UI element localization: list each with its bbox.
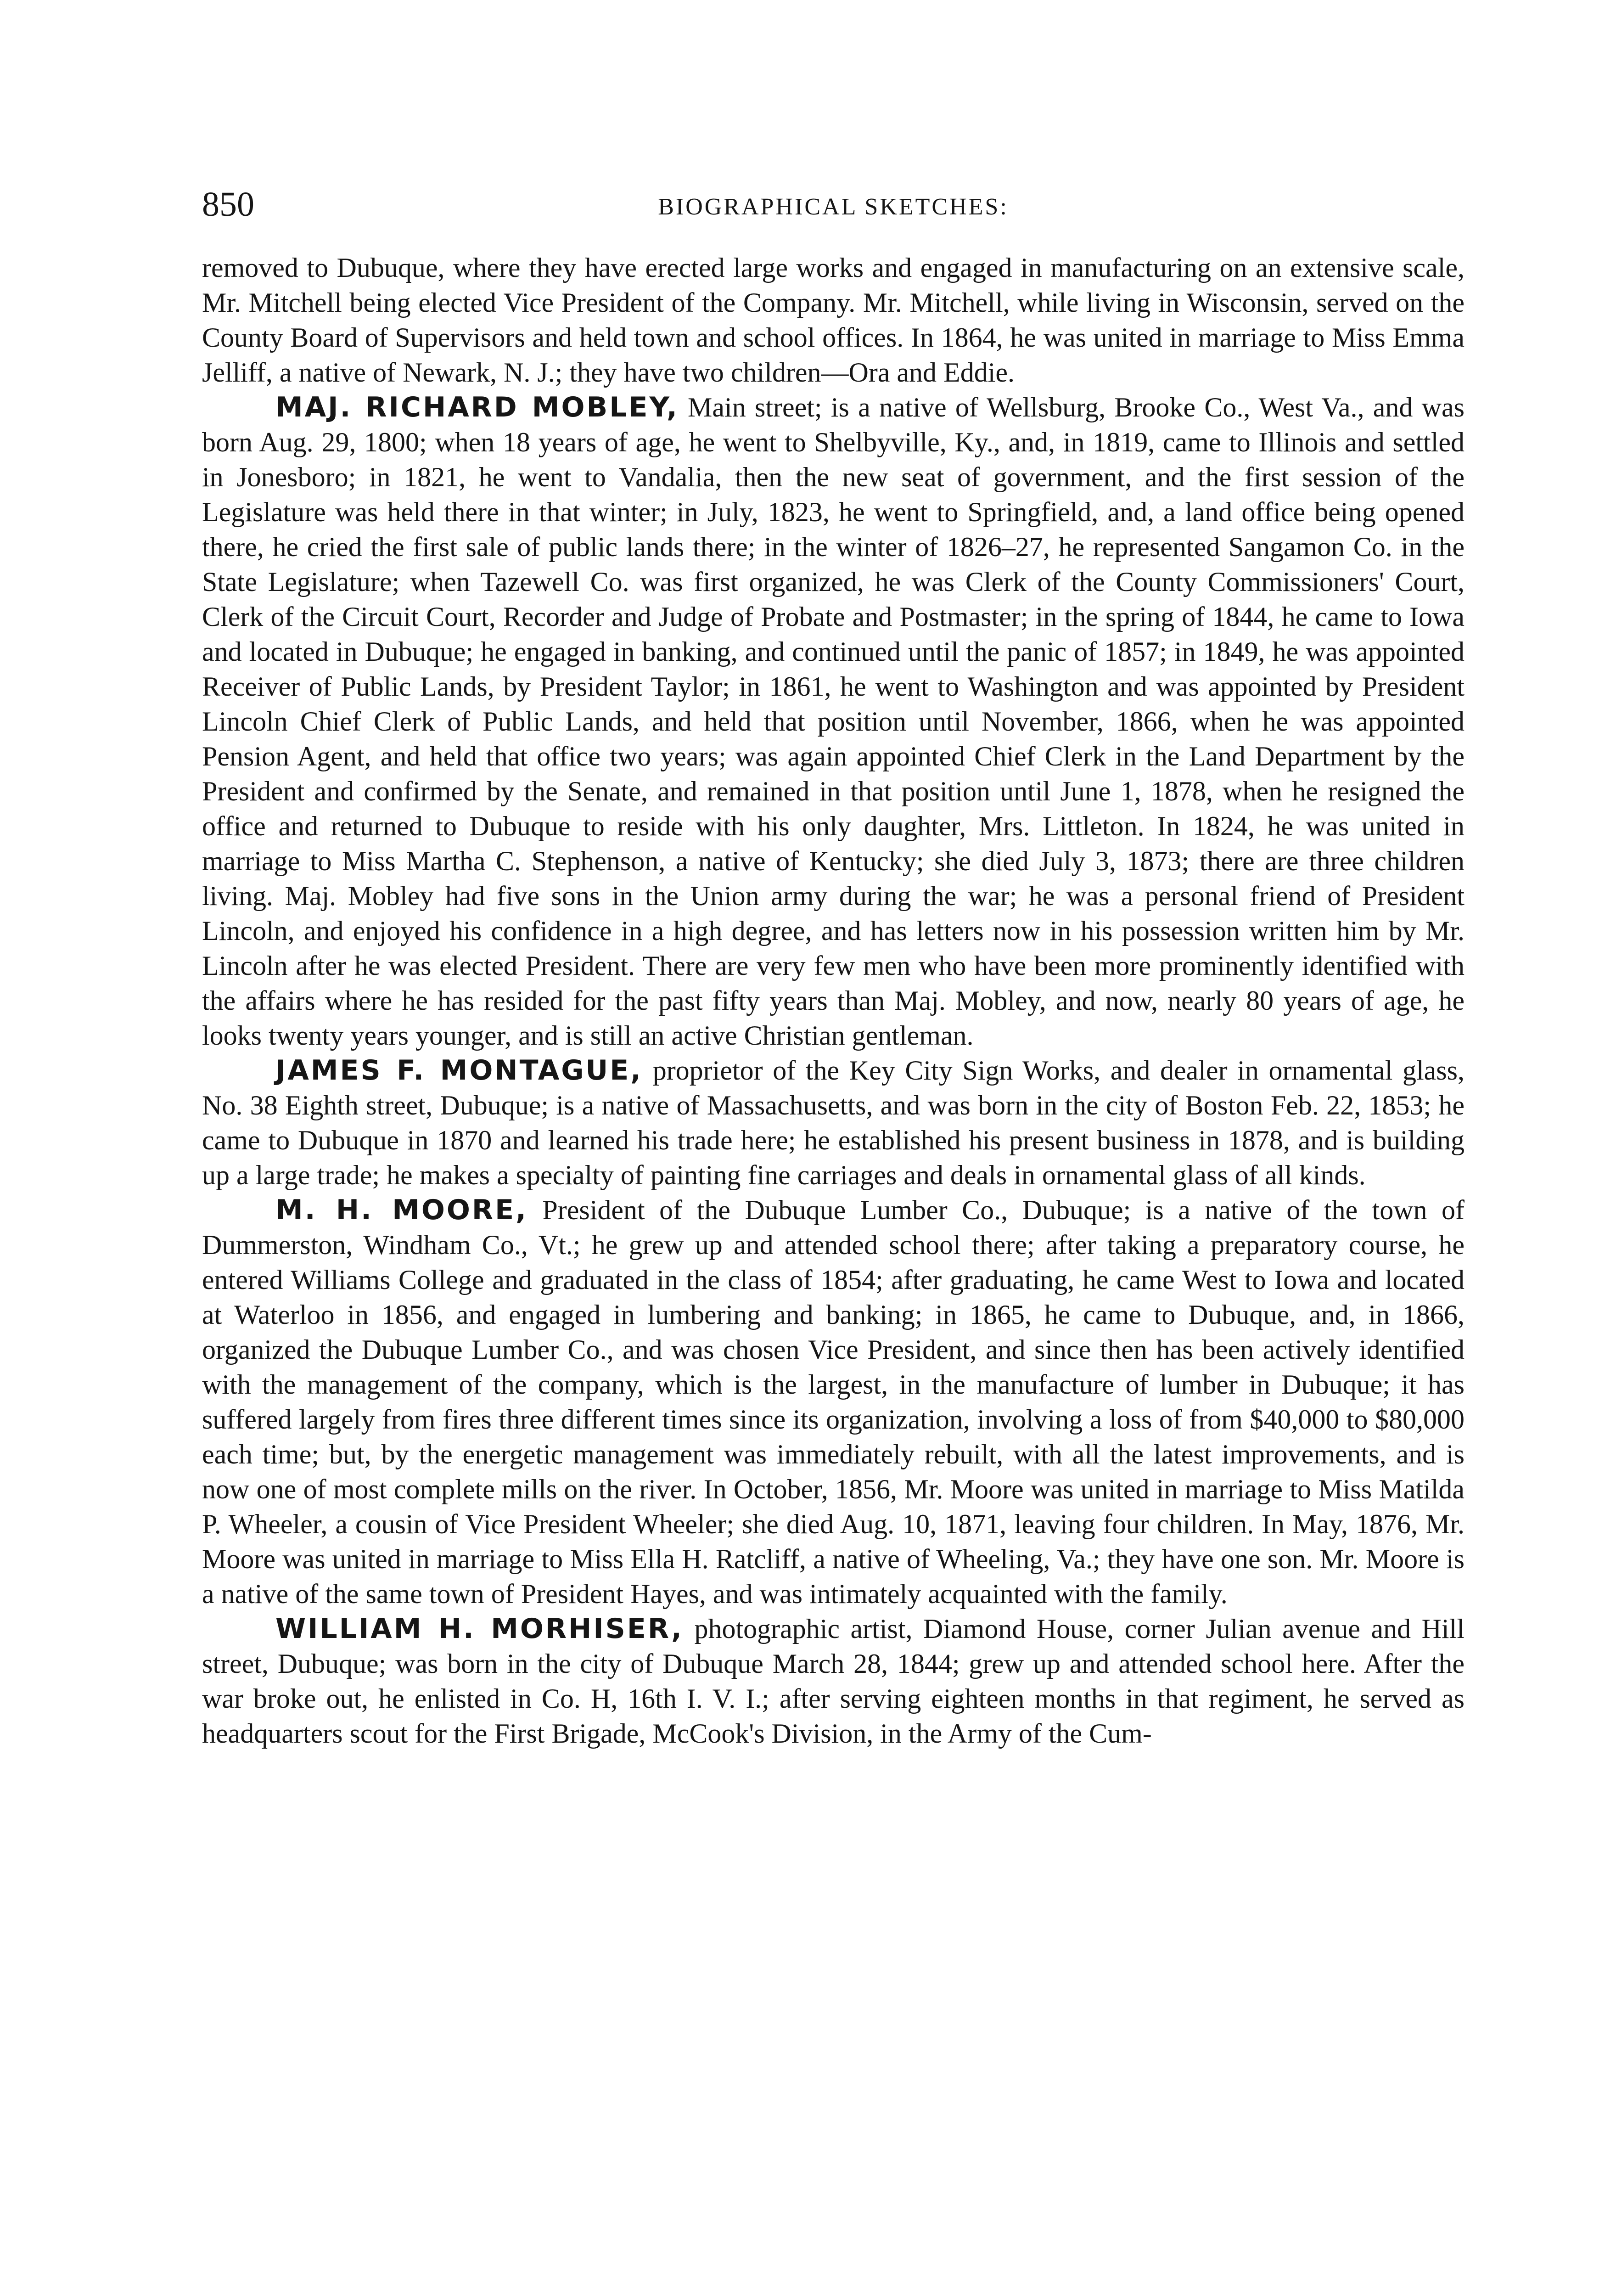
- paragraph-text: removed to Dubuque, where they have erected large works and engaged in manufacturing on an extensive scale, Mr. Mitchell being elected Vice President of the Company. Mr. Mitchell, while living in Wisconsin, served on the County Board of Supervisors and held town and school offices. In 1864, he was united in marriage to Miss Emma Jelliff, a native of Newark, N. J.; they have two children—Ora and Eddie.: [202, 253, 1464, 388]
- entry-name: WILLIAM H. MORHISER,: [275, 1613, 684, 1645]
- entry-name: M. H. MOORE,: [275, 1194, 528, 1226]
- paragraph-continuation: [202, 250, 1464, 390]
- entry-text: proprietor of the Key City Sign Works, and dealer in ornamental glass, No. 38 Eighth street, Dubuque; is a native of Massachusetts, and was born in the city of Boston Feb. 22, 1853; he came to Dubuque in 1870 and learned his trade here; he established his present business in 1878, and is building up a large trade; he makes a specialty of painting fine carriages and deals in ornamental glass of all kinds.: [202, 1055, 1464, 1190]
- entry-text: photographic artist, Diamond House, corner Julian avenue and Hill street, Dubuque; was born in the city of Dubuque March 28, 1844; grew up and attended school here. After the war broke out, he enlisted in Co. H, 16th I. V. I.; after serving eighteen months in that regiment, he served as headquarters scout for the First Brigade, McCook's Division, in the Army of the Cum-: [202, 1614, 1465, 1749]
- page-header: [202, 184, 1464, 225]
- entry-richard-mobley: [202, 390, 1464, 1053]
- entry-james-montague: [202, 1053, 1464, 1193]
- entry-text: President of the Dubuque Lumber Co., Dubuque; is a native of the town of Dummerston, Windham Co., Vt.; he grew up and attended school there; after taking a preparatory course, he entered Williams College and graduated in the class of 1854; after graduating, he came West to Iowa and located at Waterloo in 1856, and engaged in lumbering and banking; in 1865, he came to Dubuque, and, in 1866, organized the Dubuque Lumber Co., and was chosen Vice President, and since then has been actively identified with the management of the company, which is the largest, in the manufacture of lumber in Dubuque; it has suffered largely from fires three different times since its organization, involving a loss of from $40,000 to $80,000 each time; but, by the energetic management was immediately rebuilt, with all the latest improvements, and is now one of most complete mills on the river. In October, 1856, Mr. Moore was united in marriage to Miss Matilda P. Wheeler, a cousin of Vice President Wheeler; she died Aug. 10, 1871, leaving four children. In May, 1876, Mr. Moore was united in marriage to Miss Ella H. Ratcliff, a native of Wheeling, Va.; they have one son. Mr. Moore is a native of the same town of President Hayes, and was intimately acquainted with the family.: [202, 1195, 1464, 1609]
- running-head: BIOGRAPHICAL SKETCHES:: [658, 194, 1009, 220]
- entry-text: Main street; is a native of Wellsburg, Brooke Co., West Va., and was born Aug. 29, 1800; when 18 years of age, he went to Shelbyville, Ky., and, in 1819, came to Illinois and settled in Jonesboro; in 1821, he went to Vandalia, then the new seat of government, and the first session of the Legislature was held there in that winter; in July, 1823, he went to Springfield, and, a land office being opened there, he cried the first sale of public lands there; in the winter of 1826–27, he represented Sangamon Co. in the State Legislature; when Tazewell Co. was first organized, he was Clerk of the County Commissioners' Court, Clerk of the Circuit Court, Recorder and Judge of Probate and Postmaster; in the spring of 1844, he came to Iowa and located in Dubuque; he engaged in banking, and continued until the panic of 1857; in 1849, he was appointed Receiver of Public Lands, by President Taylor; in 1861, he went to Washington and was appointed by President Lincoln Chief Clerk of Public Lands, and held that position until November, 1866, when he was appointed Pension Agent, and held that office two years; was again appointed Chief Clerk in the Land Department by the President and confirmed by the Senate, and remained in that position until June 1, 1878, when he resigned the office and returned to Dubuque to reside with his only daughter, Mrs. Littleton. In 1824, he was united in marriage to Miss Martha C. Stephenson, a native of Kentucky; she died July 3, 1873; there are three children living. Maj. Mobley had five sons in the Union army during the war; he was a personal friend of President Lincoln, and enjoyed his confidence in a high degree, and has letters now in his possession written him by Mr. Lincoln after he was elected President. There are very few men who have been more prominently identified with the affairs where he has resided for the past fifty years than Maj. Mobley, and now, nearly 80 years of age, he looks twenty years younger, and is still an active Christian gentleman.: [202, 392, 1464, 1051]
- body-text: [202, 250, 1464, 1751]
- entry-name: JAMES F. MONTAGUE,: [275, 1054, 643, 1086]
- entry-m-h-moore: [202, 1193, 1464, 1611]
- page-number: 850: [202, 185, 254, 224]
- entry-william-morhiser: [202, 1611, 1464, 1751]
- entry-name: MAJ. RICHARD MOBLEY,: [275, 391, 679, 423]
